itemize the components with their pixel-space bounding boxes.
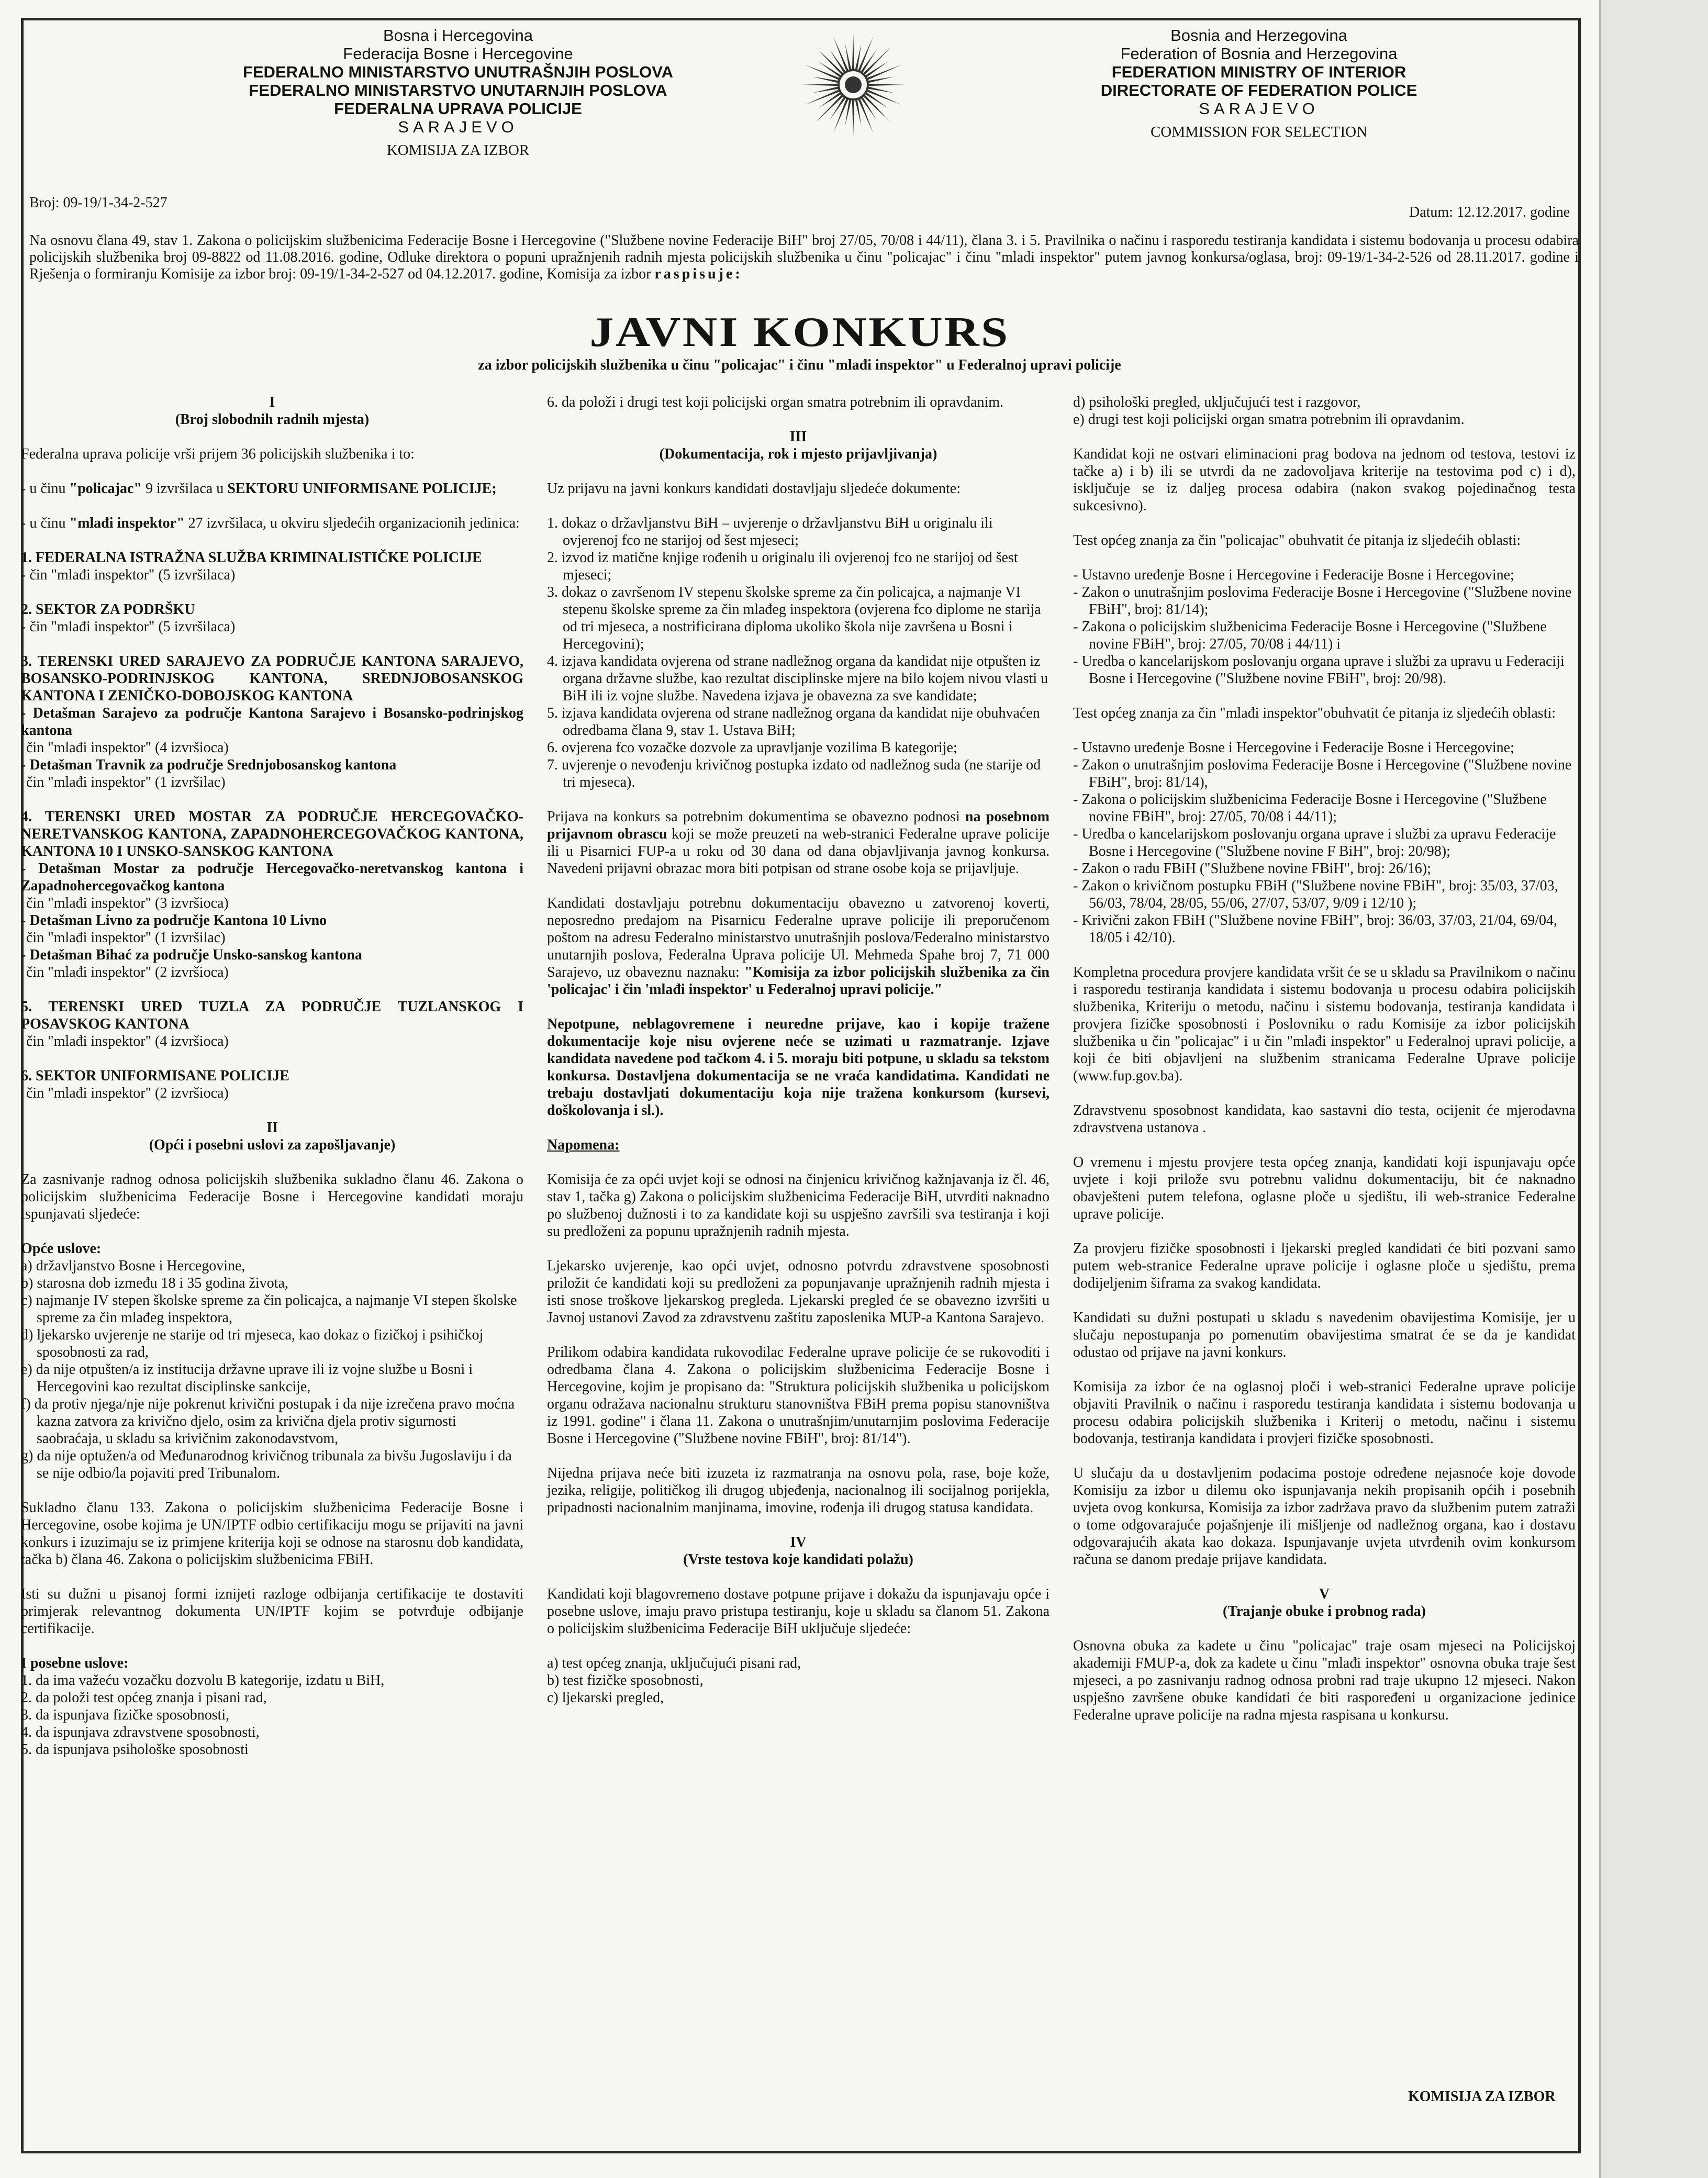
detachment-heading: - Detašman Mostar za područje Hercegovačko-neretvanskog kantona i Zapadnohercegovačkog kantona	[21, 861, 523, 894]
paragraph	[547, 808, 1050, 877]
section-number: III	[789, 429, 807, 445]
list-item: a) test općeg znanja, uključujući pisani rad,	[547, 1655, 801, 1671]
list-item: 5. izjava kandidata ovjerena od strane nadležnog organa da kandidat nije obuhvaćen odredbama člana 9, stav 1. Ustava BiH;	[547, 705, 1040, 739]
header-right-commission: COMMISSION FOR SELECTION	[1150, 124, 1368, 140]
text-run: SEKTORU UNIFORMISANE POLICIJE;	[227, 481, 497, 497]
list-item: 3. dokaz o završenom IV stepenu školske spreme za čin policajca, a najmanje VI stepenu školske spreme za čin mlađeg inspektora (ovjerena fco diplome ne starija od tri mjeseca, a nostrificirana diploma ukoliko škola nije završena u Bosni i Hercegovini);	[547, 584, 1041, 652]
paragraph: Prilikom odabira kandidata rukovodilac Federalne uprave policije će se rukovoditi i odredbama člana 4. Zakona o policijskim službenicima Federacije Bosne i Hercegovine, kojim je propisano da: "Struktura policijskih službenika u policijskom organu odražava nacionalnu strukturu stanovništva FBiH prema popisu stanovništva iz 1991. godine" i člana 11. Zakona o unutrašnjim/unutarnjim poslovima Federacije Bosne i Hercegovine ("Službene novine FBiH", broj: 81/14").	[547, 1344, 1050, 1447]
section-title: (Broj slobodnih radnih mjesta)	[175, 411, 370, 428]
text-run: na posebnom prijavnom obrascu	[547, 809, 1050, 842]
header-left-city: SARAJEVO	[398, 118, 518, 136]
header-left-country: Bosna i Hercegovina	[383, 26, 533, 44]
header-left-commission: KOMISIJA ZA IZBOR	[386, 142, 530, 159]
unit-heading: 6. SEKTOR UNIFORMISANE POLICIJE	[21, 1068, 289, 1084]
list-item: - Krivični zakon FBiH ("Službene novine FBiH", broj: 36/03, 37/03, 21/04, 69/04, 18/05 i 42/10).	[1073, 912, 1558, 946]
paragraph: Test općeg znanja za čin "mlađi inspektor"obuhvatit će pitanja iz sljedećih oblasti:	[1073, 705, 1556, 721]
emblem-ray	[869, 84, 906, 86]
detachment-heading: - Detašman Livno za područje Kantona 10 Livno	[21, 912, 327, 929]
text-run: 27 izvršilaca, u okviru sljedećih organizacionih jedinica:	[184, 515, 520, 531]
document-date: Datum: 12.12.2017. godine	[1409, 204, 1570, 220]
section-title: (Dokumentacija, rok i mjesto prijavljivanja)	[659, 446, 937, 462]
header-right	[958, 26, 1560, 141]
list-item: - Zakona o policijskim službenicima Federacije Bosne i Hercegovine ("Službene novine FBiH", broj: 27/05, 70/08 i 44/11);	[1073, 791, 1547, 825]
paragraph	[547, 895, 1050, 998]
text-run: "policajac"	[69, 481, 142, 497]
paragraph: Kandidat koji ne ostvari eliminacioni prag bodova na jednom od testova, testovi iz tačke a) i b) ili se utvrdi da ne zadovoljava kriterije na testovima pod c) i d), isključuje se iz daljeg procesa odabira (nakon svakog pojedinačnog testa sukcesivno).	[1073, 446, 1576, 514]
unit-detail: čin "mlađi inspektor" (1 izvršilac)	[26, 930, 226, 946]
section-number: V	[1319, 1586, 1330, 1602]
header-right-ministry: FEDERATION MINISTRY OF INTERIOR	[1111, 63, 1406, 81]
list-item: b) test fizičke sposobnosti,	[547, 1672, 704, 1689]
paragraph: Federalna uprava policije vrši prijem 36 policijskih službenika i to:	[21, 446, 415, 462]
unit-detail: čin "mlađi inspektor" (4 izvršioca)	[26, 740, 229, 756]
text-run: 9 izvršilaca u	[141, 481, 228, 497]
text-run: "Komisija za izbor policijskih službenika za čin 'policajac' i čin 'mlađi inspektor' u Federalnoj upravi policije."	[547, 964, 1050, 998]
paragraph: Test općeg znanja za čin "policajac" obuhvatit će pitanja iz sljedećih oblasti:	[1073, 532, 1521, 549]
unit-heading: 3. TERENSKI URED SARAJEVO ZA PODRUČJE KANTONA SARAJEVO, BOSANSKO-PODRINJSKOG KANTONA, SREDNJOBOSANSKOG KANTONA I ZENIČKO-DOBOJSKOG KANTONA	[21, 653, 523, 704]
unit-heading: 2. SEKTOR ZA PODRŠKU	[21, 601, 195, 618]
paragraph	[21, 480, 523, 497]
adjacent-page-edge	[1599, 0, 1708, 2178]
unit-detail: - čin "mlađi inspektor" (5 izvršilaca)	[21, 619, 236, 635]
unit-detail: čin "mlađi inspektor" (2 izvršioca)	[26, 964, 229, 980]
unit-detail: čin "mlađi inspektor" (3 izvršioca)	[26, 895, 229, 911]
header-right-city: SARAJEVO	[1199, 99, 1319, 118]
unit-detail: čin "mlađi inspektor" (1 izvršilac)	[26, 774, 226, 790]
list-heading: Opće uslove:	[21, 1241, 102, 1257]
list-item: - Zakona o policijskim službenicima Federacije Bosne i Hercegovine ("Službene novine FBiH", broj: 27/05, 70/08 i 44/11) i	[1073, 619, 1547, 652]
unit-detail: čin "mlađi inspektor" (2 izvršioca)	[26, 1085, 229, 1101]
header-right-country: Bosnia and Herzegovina	[1170, 26, 1347, 44]
list-item: - Ustavno uređenje Bosne i Hercegovine i Federacije Bosne i Hercegovine;	[1073, 740, 1514, 756]
section-heading	[1073, 1585, 1576, 1620]
list-item: e) da nije otpušten/a iz institucija državne uprave ili iz vojne službe u Bosni i Hercegovini kao rezultat disciplinske sankcije,	[21, 1361, 473, 1395]
column-3	[1073, 394, 1576, 1741]
header-left	[157, 26, 759, 160]
paragraph: Kandidati su dužni postupati u skladu s navedenim obavijestima Komisije, jer u slučaju nepostupanja po pomenutim obavijestima smatrat će se da je kandidat odustao od prijave na javni konkurs.	[1073, 1310, 1576, 1360]
emblem-ray	[801, 84, 838, 86]
emblem-ray	[852, 100, 854, 137]
header-left-ministry-2: FEDERALNO MINISTARSTVO UNUTARNJIH POSLOVA	[249, 81, 667, 99]
list-item: - Uredba o kancelarijskom poslovanju organa uprave i službi za upravu u Federaciji Bosne i Hercegovine ("Službene novine FBiH", broj: 20/98).	[1073, 653, 1565, 687]
section-title: (Vrste testova koje kandidati polažu)	[683, 1551, 913, 1568]
list-item: 2. izvod iz matične knjige rođenih u originalu ili ovjerenoj fco ne starijoj od šest mjeseci;	[547, 550, 1018, 583]
paragraph: Komisija će za opći uvjet koji se odnosi na činjenicu krivičnog kažnjavanja iz čl. 46, stav 1, tačka g) Zakona o policijskim službenicima Federacije BiH, utvrditi naknadno po službenoj dužnosti i to za kandidate koji su uspješno završili sva testiranja i koji su predloženi za popunu upražnjenih radnih mjesta.	[547, 1171, 1050, 1239]
paragraph: Osnovna obuka za kadete u činu "policajac" traje osam mjeseci na Policijskoj akademiji FMUP-a, dok za kadete u činu "mlađi inspektor" osnovna obuka traje šest mjeseci, a po zasnivanju radnog odnosa probni rad traje ukupno 12 mjeseci. Nakon uspješno završene obuke kandidati će biti raspoređeni u organizacione jedinice Federalne uprave policije na radna mjesta raspisana u konkursu.	[1073, 1638, 1576, 1723]
section-number: I	[269, 394, 275, 410]
text-run: koji se može preuzeti na web-stranici Federalne uprave policije ili u Pisarnici FUP-a u roku od 30 dana od dana objavljivanja javnog konkursa. Navedeni prijavni obrazac mora biti potpisan od strane osobe koja se prijavljuje.	[547, 826, 1050, 877]
paragraph: Isti su dužni u pisanoj formi iznijeti razloge odbijanja certifikacije te dostaviti primjerak relevantnog dokumenta UN/IPTF kojim se potvrđuje odbijanje certifikacije.	[21, 1586, 523, 1637]
detachment-heading: - Detašman Sarajevo za područje Kantona Sarajevo i Bosansko-podrinjskog kantona	[21, 705, 523, 739]
text-run: Prijava na konkurs sa potrebnim dokumentima se obavezno podnosi	[547, 809, 965, 825]
list-item: - Zakon o unutrašnjim poslovima Federacije Bosne i Hercegovine ("Službene novine FBiH", broj: 81/14);	[1073, 584, 1572, 618]
section-heading	[21, 394, 523, 428]
section-title: (Trajanje obuke i probnog rada)	[1223, 1603, 1426, 1619]
paragraph: Za provjeru fizičke sposobnosti i ljekarski pregled kandidati će biti pozvani samo putem web-stranice Federalne uprave policije i oglasne ploče u sjedištu, prema dodijeljenim šiframa za svakog kandidata.	[1073, 1241, 1576, 1291]
header-left-ministry-1: FEDERALNO MINISTARSTVO UNUTRAŠNJIH POSLOVA	[242, 63, 674, 81]
list-item: - Uredba o kancelarijskom poslovanju organa uprave i službi za upravu Federacije Bosne i Hercegovine ("Službene novine F BiH", broj: 20/98);	[1073, 826, 1556, 859]
paragraph: U slučaju da u dostavljenim podacima postoje određene nejasnoće koje dovode Komisiju za izbor u dilemu oko ispunjavanja nekih propisanih općih i posebnih uvjeta ovog konkursa, Komisija za izbor zadržava pravo da službenim putem zatraži o tome odgovarajuće pojašnjenje ili mišljenje od nadležnog organa, kao i dostavu odgovarajućih akata kao dokaza. Ispunjavanje uvjeta utvrđenih ovim konkursom računa se danom predaje prijave kandidata.	[1073, 1465, 1576, 1568]
list-item: d) ljekarsko uvjerenje ne starije od tri mjeseca, kao dokaz o fizičkoj i psihičkoj sposobnosti za rad,	[21, 1327, 484, 1360]
list-item: 7. uvjerenje o nevođenju krivičnog postupka izdato od nadležnog suda (ne starije od tri mjeseca).	[547, 757, 1041, 790]
section-heading	[547, 1534, 1050, 1568]
page-subtitle: za izbor policijskih službenika u činu "policajac" i činu "mlađi inspektor" u Federalnoj upravi policije	[478, 357, 1121, 373]
detachment-heading: - Detašman Bihać za područje Unsko-sanskog kantona	[21, 947, 362, 963]
list-item: g) da nije optužen/a od Međunarodnog krivičnog tribunala za bivšu Jugoslaviju i da se nije odbio/la pojaviti pred Tribunalom.	[21, 1448, 512, 1481]
column-2	[547, 394, 1050, 1706]
emblem-ray	[864, 48, 890, 74]
section-title: (Opći i posebni uslovi za zapošljavanje)	[149, 1137, 396, 1153]
list-item: f) da protiv njega/nje nije pokrenut krivični postupak i da nije izrečena pravo moćna kazna zatvora za krivično djelo, osim za krivična djela protiv sigurnosti saobraćaja, u skladu sa krivičnim zakonodavstvom,	[21, 1396, 515, 1447]
list-item: c) najmanje IV stepen školske spreme za čin policajca, a najmanje VI stepen školske spreme za čin mlađeg inspektora,	[21, 1292, 517, 1326]
paragraph: Za zasnivanje radnog odnosa policijskih službenika sukladno članu 46. Zakona o policijskim službenicima Federacije Bosne i Hercegovine kandidati moraju ispunjavati sljedeće:	[21, 1171, 523, 1222]
header-right-federation: Federation of Bosnia and Herzegovina	[1120, 44, 1398, 63]
list-item: d) psihološki pregled, uključujući test i razgovor,	[1073, 394, 1361, 410]
paragraph	[547, 1015, 1050, 1119]
list-item: - Zakon o unutrašnjim poslovima Federacije Bosne i Hercegovine ("Službene novine FBiH", broj: 81/14),	[1073, 757, 1572, 790]
unit-heading: 1. FEDERALNA ISTRAŽNA SLUŽBA KRIMINALISTIČKE POLICIJE	[21, 550, 482, 566]
list-heading: I posebne uslove:	[21, 1655, 129, 1671]
list-item: 2. da položi test općeg znanja i pisani rad,	[21, 1690, 267, 1706]
intro-paragraph	[29, 232, 1579, 283]
emblem-ray	[852, 32, 854, 69]
list-item: 4. izjava kandidata ovjerena od strane nadležnog organa da kandidat nije otpušten iz organa državne službe, kao rezultat disciplinske mjere na bilo kojem nivou vlasti u BiH ili iz vojne službe. Navedena izjava je obavezna za sve kandidate;	[547, 653, 1048, 704]
page-title: JAVNI KONKURS	[589, 309, 1010, 355]
section-heading	[21, 1119, 523, 1154]
paragraph: Kompletna procedura provjere kandidata vršit će se u skladu sa Pravilnikom o načinu i rasporedu testiranja kandidata i sistemu bodovanja u procesu odabira policijskih službenika, Kriteriju o metodu, načinu i sistemu bodovanja, testiranja kandidata i provjera fizičke sposobnosti i Poslovniku o radu Komisije za izbor policijskih službenika u čin "policajac" i u čin "mlađi inspektor" u Federalnoj upravi policije, a koji će biti objavljeni na službenim stranicama Federalne Uprave policije (www.fup.gov.ba).	[1073, 964, 1576, 1084]
list-item: - Zakon o krivičnom postupku FBiH ("Službene novine FBiH", broj: 35/03, 37/03, 56/03, 78/04, 28/05, 55/06, 27/07, 53/07, 9/09 i 12/10 );	[1073, 878, 1558, 911]
unit-detail: čin "mlađi inspektor" (4 izvršioca)	[26, 1033, 229, 1049]
header-left-police: FEDERALNA UPRAVA POLICIJE	[334, 99, 582, 118]
unit-heading: 5. TERENSKI URED TUZLA ZA PODRUČJE TUZLANSKOG I POSAVSKOG KANTONA	[21, 999, 523, 1032]
text-run: Nepotpune, neblagovremene i neuredne prijave, kao i kopije tražene dokumentacije koje nisu ovjerene neće se uzimati u razmatranje. Izjave kandidata navedene pod tačkom 4. i 5. moraju biti potpune, u skladu sa tekstom konkursa. Dostavljena dokumentacija se ne vraća kandidatima. Kandidati ne trebaju dostavljati dokumentaciju koja nije tražena konkursom (kursevi, doškolovanja i sl.).	[547, 1016, 1050, 1119]
list-item: e) drugi test koji policijski organ smatra potrebnim ili opravdanim.	[1073, 411, 1465, 428]
unit-heading: 4. TERENSKI URED MOSTAR ZA PODRUČJE HERCEGOVAČKO-NERETVANSKOG KANTONA, ZAPADNOHERCEGOVAČKOG KANTONA, KANTONA 10 I UNSKO-SANSKOG KANTONA	[21, 809, 523, 859]
paragraph: Ljekarsko uvjerenje, kao opći uvjet, odnosno potvrdu zdravstvene sposobnosti priložit će kandidati koji su predloženi za popunjavanje upražnjenih radnih mjesta i isti snose troškove ljekarskog pregleda. Ljekarski pregled će se obavezno izvršiti u Javnoj ustanovi Zavod za zdravstvenu zaštitu zaposlenika MUP-a Kantona Sarajevo.	[547, 1258, 1050, 1326]
list-item: 6. da položi i drugi test koji policijski organ smatra potrebnim ili opravdanim.	[547, 394, 1004, 410]
header-right-directorate: DIRECTORATE OF FEDERATION POLICE	[1100, 81, 1417, 99]
list-item: - Ustavno uređenje Bosne i Hercegovine i Federacije Bosne i Hercegovine;	[1073, 567, 1514, 583]
paragraph: Sukladno članu 133. Zakona o policijskim službenicima Federacije Bosne i Hercegovine, osobe kojima je UN/IPTF odbio certifikaciju mogu se prijaviti na javni konkurs i izuzimaju se iz primjene kriterija koji se odnose na starosnu dob kandidata, tačka b) člana 46. Zakona o policijskim službenicima FBiH.	[21, 1500, 523, 1568]
intro-text: Na osnovu člana 49, stav 1. Zakona o policijskim službenicima Federacije Bosne i Hercegovine ("Službene novine Federacije BiH" broj 27/05, 70/08 i 44/11), člana 3. i 5. Pravilnika o načinu i rasporedu testiranja kandidata i sistemu bodovanja u procesu odabira policijskih službenika broj 09-8822 od 11.08.2016. godine, Odluke direktora o popuni upražnjenih radnih mjesta policijskih službenika u činu "policajac" i činu "mladi inspektor" putem javnog konkursa/oglasa, broj: 09-19/1-34-2-526 od 28.11.2017. godine i Rješenja o formiranju Komisije za izbor broj: 09-19/1-34-2-527 od 04.12.2017. godine, Komisija za izbor	[29, 232, 1579, 282]
list-item: 1. da ima važeću vozačku dozvolu B kategorije, izdatu u BiH,	[21, 1672, 385, 1689]
unit-detail: - čin "mlađi inspektor" (5 izvršilaca)	[21, 567, 236, 583]
emblem-ray	[816, 48, 843, 74]
detachment-heading: - Detašman Travnik za područje Srednjobosanskog kantona	[21, 757, 397, 773]
section-number: IV	[790, 1534, 807, 1550]
paragraph: Zdravstvenu sposobnost kandidata, kao sastavni dio testa, ocijenit će mjerodavna zdravstvena ustanova .	[1073, 1102, 1576, 1136]
reference-number: Broj: 09-19/1-34-2-527	[29, 195, 168, 211]
list-item: 5. da ispunjava psihološke sposobnosti	[21, 1741, 249, 1758]
paragraph: Uz prijavu na javni konkurs kandidati dostavljaju sljedeće dokumente:	[547, 481, 961, 497]
text-run: - u činu	[21, 515, 70, 531]
paragraph: Komisija za izbor će na oglasnoj ploči i web-stranici Federalne uprave policije objaviti Pravilnik o načinu i rasporedu testiranja kandidata i sistemu bodovanja u procesu odabira policijskih službenika i Kriterij o metodu, načinu i sistemu bodovanja, testiranja kandidata i provjeri fizičke sposobnosti.	[1073, 1379, 1576, 1447]
police-star-emblem-icon	[796, 27, 911, 142]
list-item: - Zakon o radu FBiH ("Službene novine FBiH", broj: 26/16);	[1073, 861, 1431, 877]
section-number: II	[266, 1120, 278, 1136]
note-heading: Napomena:	[547, 1137, 620, 1153]
list-item: 1. dokaz o državljanstvu BiH – uvjerenje o državljanstvu BiH u originalu ili ovjerenoj fco ne starijoj od šest mjeseci;	[547, 515, 993, 549]
text-run: - u činu	[21, 481, 70, 497]
emblem-ray	[864, 95, 890, 122]
text-run: Kandidati dostavljaju potrebnu dokumentaciju obavezno u zatvorenoj koverti, neposredno predajom na Pisarnicu Federalne uprave policije ili preporučenom poštom na adresu Federalno ministarstvo unutrašnjih poslova/Federalno ministarstvo unutarnjih poslova, Federalna Uprava policije Ul. Mehmeda Spahe broj 7, 71 000 Sarajevo, uz obaveznu naznaku:	[547, 895, 1050, 980]
list-item: 4. da ispunjava zdravstvene sposobnosti,	[21, 1724, 260, 1740]
paragraph: Nijedna prijava neće biti izuzeta iz razmatranja na osnovu pola, rase, boje kože, jezika, religije, političkog ili drugog ubjeđenja, nacionalnog ili socijalnog porijekla, pripadnosti nacionalnim manjinama, imovine, rođenja ili drugog statusa kandidata.	[547, 1465, 1050, 1516]
emblem-ray	[816, 95, 843, 122]
column-1	[21, 394, 523, 1758]
paragraph	[21, 515, 523, 532]
list-item: 6. ovjerena fco vozačke dozvole za upravljanje vozilima B kategorije;	[547, 740, 957, 756]
list-item: c) ljekarski pregled,	[547, 1690, 664, 1706]
list-item: 3. da ispunjava fizičke sposobnosti,	[21, 1707, 230, 1723]
header-left-federation: Federacija Bosne i Hercegovine	[343, 44, 573, 63]
paragraph: Kandidati koji blagovremeno dostave potpune prijave i dokažu da ispunjavaju opće i posebne uslove, imaju pravo pristupa testiranju, koje u skladu sa članom 51. Zakona o policijskim službenicima Federacije BiH uključuje sljedeće:	[547, 1586, 1050, 1637]
section-heading	[547, 428, 1050, 463]
signature: KOMISIJA ZA IZBOR	[1408, 2088, 1556, 2105]
list-item: b) starosna dob između 18 i 35 godina života,	[21, 1275, 288, 1291]
paragraph: O vremenu i mjestu provjere testa općeg znanja, kandidati koji ispunjavaju opće uvjete i koji prilože svu potrebnu validnu dokumentaciju, bit će naknadno obavještenі putem telefona, oglasne ploče u sjedištu, ili web-stranice Federalne uprave policije.	[1073, 1154, 1576, 1222]
list-item: a) državljanstvo Bosne i Hercegovine,	[21, 1258, 245, 1274]
text-run: "mlađi inspektor"	[69, 515, 185, 531]
intro-end: raspisuje:	[654, 266, 743, 282]
